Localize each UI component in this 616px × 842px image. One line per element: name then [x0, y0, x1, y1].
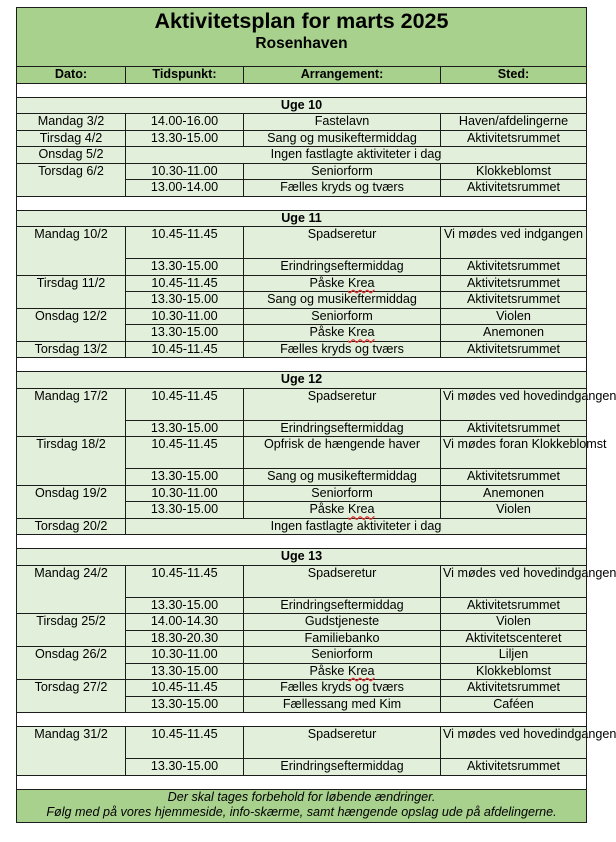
- event-cell: Seniorform: [244, 647, 441, 664]
- event-cell: Påske Krea: [244, 325, 441, 342]
- event-cell: Sang og musikeftermiddag: [244, 469, 441, 486]
- table-row: [17, 518, 587, 535]
- place-cell: Aktivitetsrummet: [441, 759, 587, 776]
- spacer-row: [17, 83, 587, 97]
- event-cell: Påske Krea: [244, 502, 441, 519]
- table-row: [17, 727, 587, 759]
- spacer-cell: [17, 775, 587, 789]
- week-label: Uge 11: [17, 210, 587, 227]
- footer-note: [17, 789, 587, 822]
- table-row: [17, 565, 587, 597]
- spacer-row: [17, 196, 587, 210]
- week-header-row: [17, 372, 587, 389]
- column-header-row: [17, 67, 587, 84]
- date-cell: Torsdag 20/2: [17, 518, 126, 535]
- week-label: Uge 13: [17, 549, 587, 566]
- event-cell: Erindringseftermiddag: [244, 259, 441, 276]
- place-cell: Aktivitetsrummet: [441, 597, 587, 614]
- time-cell: 13.30-15.00: [126, 597, 244, 614]
- time-cell: 13.30-15.00: [126, 292, 244, 309]
- time-cell: 10.30-11.00: [126, 485, 244, 502]
- spellcheck-underlined-word: Krea: [347, 325, 375, 339]
- date-cell: Mandag 10/2: [17, 227, 126, 276]
- time-cell: 13.30-15.00: [126, 420, 244, 437]
- date-cell: Mandag 17/2: [17, 388, 126, 437]
- event-cell: Sang og musikeftermiddag: [244, 292, 441, 309]
- week-header-row: [17, 210, 587, 227]
- place-cell: Vi mødes ved indgangen: [441, 227, 587, 259]
- date-cell: Torsdag 13/2: [17, 341, 126, 358]
- footer-row: [17, 789, 587, 822]
- time-cell: 10.30-11.00: [126, 163, 244, 180]
- place-cell: Vi mødes ved hovedindgangen: [441, 727, 587, 759]
- event-cell: Seniorform: [244, 485, 441, 502]
- event-cell: Påske Krea: [244, 275, 441, 292]
- spacer-row: [17, 713, 587, 727]
- date-cell: Tirsdag 4/2: [17, 130, 126, 147]
- table-row: [17, 163, 587, 180]
- place-cell: Violen: [441, 614, 587, 631]
- no-activity-note: Ingen fastlagte aktiviteter i dag: [126, 518, 587, 535]
- time-cell: 10.30-11.00: [126, 647, 244, 664]
- date-cell: Mandag 24/2: [17, 565, 126, 614]
- event-cell: Fælles kryds og tværs: [244, 680, 441, 697]
- event-cell: Sang og musikeftermiddag: [244, 130, 441, 147]
- time-cell: 10.30-11.00: [126, 308, 244, 325]
- spacer-row: [17, 535, 587, 549]
- time-cell: 13.00-14.00: [126, 180, 244, 197]
- place-cell: Vi mødes ved hovedindgangen: [441, 388, 587, 420]
- date-cell: Tirsdag 25/2: [17, 614, 126, 647]
- spacer-row: [17, 775, 587, 789]
- spacer-cell: [17, 535, 587, 549]
- place-cell: Liljen: [441, 647, 587, 664]
- table-row: [17, 130, 587, 147]
- event-cell: Erindringseftermiddag: [244, 759, 441, 776]
- time-cell: 10.45-11.45: [126, 341, 244, 358]
- table-row: [17, 275, 587, 292]
- place-cell: Aktivitetsrummet: [441, 275, 587, 292]
- column-header-time: Tidspunkt:: [126, 67, 244, 84]
- spacer-cell: [17, 83, 587, 97]
- time-cell: 13.30-15.00: [126, 469, 244, 486]
- date-cell: Onsdag 12/2: [17, 308, 126, 341]
- time-cell: 10.45-11.45: [126, 388, 244, 420]
- place-cell: Aktivitetsrummet: [441, 292, 587, 309]
- place-cell: Caféen: [441, 696, 587, 713]
- place-cell: Aktivitetsrummet: [441, 469, 587, 486]
- event-cell: Fælles kryds og tværs: [244, 180, 441, 197]
- event-cell: Fastelavn: [244, 114, 441, 131]
- event-cell: Påske Krea: [244, 663, 441, 680]
- no-activity-note: Ingen fastlagte aktiviteter i dag: [126, 147, 587, 164]
- place-cell: Aktivitetsrummet: [441, 259, 587, 276]
- page-subtitle: Rosenhaven: [255, 35, 348, 52]
- table-row: [17, 614, 587, 631]
- table-row: [17, 388, 587, 420]
- date-cell: Mandag 31/2: [17, 727, 126, 776]
- event-cell: Familiebanko: [244, 630, 441, 647]
- spacer-row: [17, 358, 587, 372]
- event-cell: Erindringseftermiddag: [244, 420, 441, 437]
- time-cell: 10.45-11.45: [126, 565, 244, 597]
- date-cell: Torsdag 27/2: [17, 680, 126, 713]
- time-cell: 10.45-11.45: [126, 437, 244, 469]
- column-header-date: Dato:: [17, 67, 126, 84]
- event-cell: Spadseretur: [244, 565, 441, 597]
- table-row: [17, 437, 587, 469]
- table-row: [17, 647, 587, 664]
- time-cell: 13.30-15.00: [126, 696, 244, 713]
- place-cell: Klokkeblomst: [441, 163, 587, 180]
- place-cell: Aktivitetsrummet: [441, 680, 587, 697]
- date-cell: Tirsdag 11/2: [17, 275, 126, 308]
- date-cell: Torsdag 6/2: [17, 163, 126, 196]
- time-cell: 10.45-11.45: [126, 727, 244, 759]
- time-cell: 10.45-11.45: [126, 275, 244, 292]
- spacer-cell: [17, 196, 587, 210]
- date-cell: Mandag 3/2: [17, 114, 126, 131]
- event-cell: Fællessang med Kim: [244, 696, 441, 713]
- time-cell: 10.45-11.45: [126, 680, 244, 697]
- table-row: [17, 341, 587, 358]
- spellcheck-underlined-word: Krea: [347, 663, 375, 678]
- place-cell: Violen: [441, 308, 587, 325]
- table-row: [17, 680, 587, 697]
- spellcheck-underlined-word: Krea: [347, 502, 375, 516]
- week-label: Uge 12: [17, 372, 587, 389]
- time-cell: 13.30-15.00: [126, 130, 244, 147]
- table-row: [17, 227, 587, 259]
- date-cell: Onsdag 26/2: [17, 647, 126, 680]
- spellcheck-underlined-word: Krea: [347, 275, 375, 290]
- place-cell: Aktivitetsrummet: [441, 180, 587, 197]
- time-cell: 13.30-15.00: [126, 502, 244, 519]
- place-cell: Vi mødes foran Klokkeblomst: [441, 437, 587, 469]
- place-cell: Aktivitetsrummet: [441, 341, 587, 358]
- event-cell: Gudstjeneste: [244, 614, 441, 631]
- footer-line: Følg med på vores hjemmeside, info-skærme, samt hængende opslag ude på afdelingerne.: [46, 805, 557, 819]
- time-cell: 13.30-15.00: [126, 259, 244, 276]
- title-block: [17, 8, 587, 67]
- time-cell: 18.30-20.30: [126, 630, 244, 647]
- column-header-event: Arrangement:: [244, 67, 441, 84]
- spacer-cell: [17, 358, 587, 372]
- place-cell: Aktivitetsrummet: [441, 130, 587, 147]
- event-cell: Erindringseftermiddag: [244, 597, 441, 614]
- place-cell: Aktivitetsrummet: [441, 420, 587, 437]
- table-row: [17, 308, 587, 325]
- place-cell: Klokkeblomst: [441, 663, 587, 680]
- time-cell: 14.00-16.00: [126, 114, 244, 131]
- place-cell: Violen: [441, 502, 587, 519]
- event-cell: Fælles kryds og tværs: [244, 341, 441, 358]
- date-cell: Tirsdag 18/2: [17, 437, 126, 486]
- event-cell: Spadseretur: [244, 227, 441, 259]
- time-cell: 13.30-15.00: [126, 759, 244, 776]
- table-row: [17, 147, 587, 164]
- event-cell: Opfrisk de hængende haver: [244, 437, 441, 469]
- table-row: [17, 485, 587, 502]
- place-cell: Anemonen: [441, 325, 587, 342]
- week-header-row: [17, 97, 587, 114]
- week-label: Uge 10: [17, 97, 587, 114]
- event-cell: Seniorform: [244, 163, 441, 180]
- date-cell: Onsdag 19/2: [17, 485, 126, 518]
- event-cell: Spadseretur: [244, 727, 441, 759]
- spacer-cell: [17, 713, 587, 727]
- date-cell: Onsdag 5/2: [17, 147, 126, 164]
- week-header-row: [17, 549, 587, 566]
- activity-plan-table: [16, 7, 616, 823]
- table-row: [17, 114, 587, 131]
- place-cell: Aktivitetscenteret: [441, 630, 587, 647]
- footer-line: Der skal tages forbehold for løbende ændringer.: [167, 789, 436, 804]
- time-cell: 13.30-15.00: [126, 663, 244, 680]
- event-cell: Spadseretur: [244, 388, 441, 420]
- time-cell: 10.45-11.45: [126, 227, 244, 259]
- time-cell: 14.00-14.30: [126, 614, 244, 631]
- event-cell: Seniorform: [244, 308, 441, 325]
- page-title: Aktivitetsplan for marts 2025: [154, 9, 449, 33]
- time-cell: 13.30-15.00: [126, 325, 244, 342]
- place-cell: Vi mødes ved hovedindgangen: [441, 565, 587, 597]
- place-cell: Haven/afdelingerne: [441, 114, 587, 131]
- column-header-place: Sted:: [441, 67, 587, 84]
- place-cell: Anemonen: [441, 485, 587, 502]
